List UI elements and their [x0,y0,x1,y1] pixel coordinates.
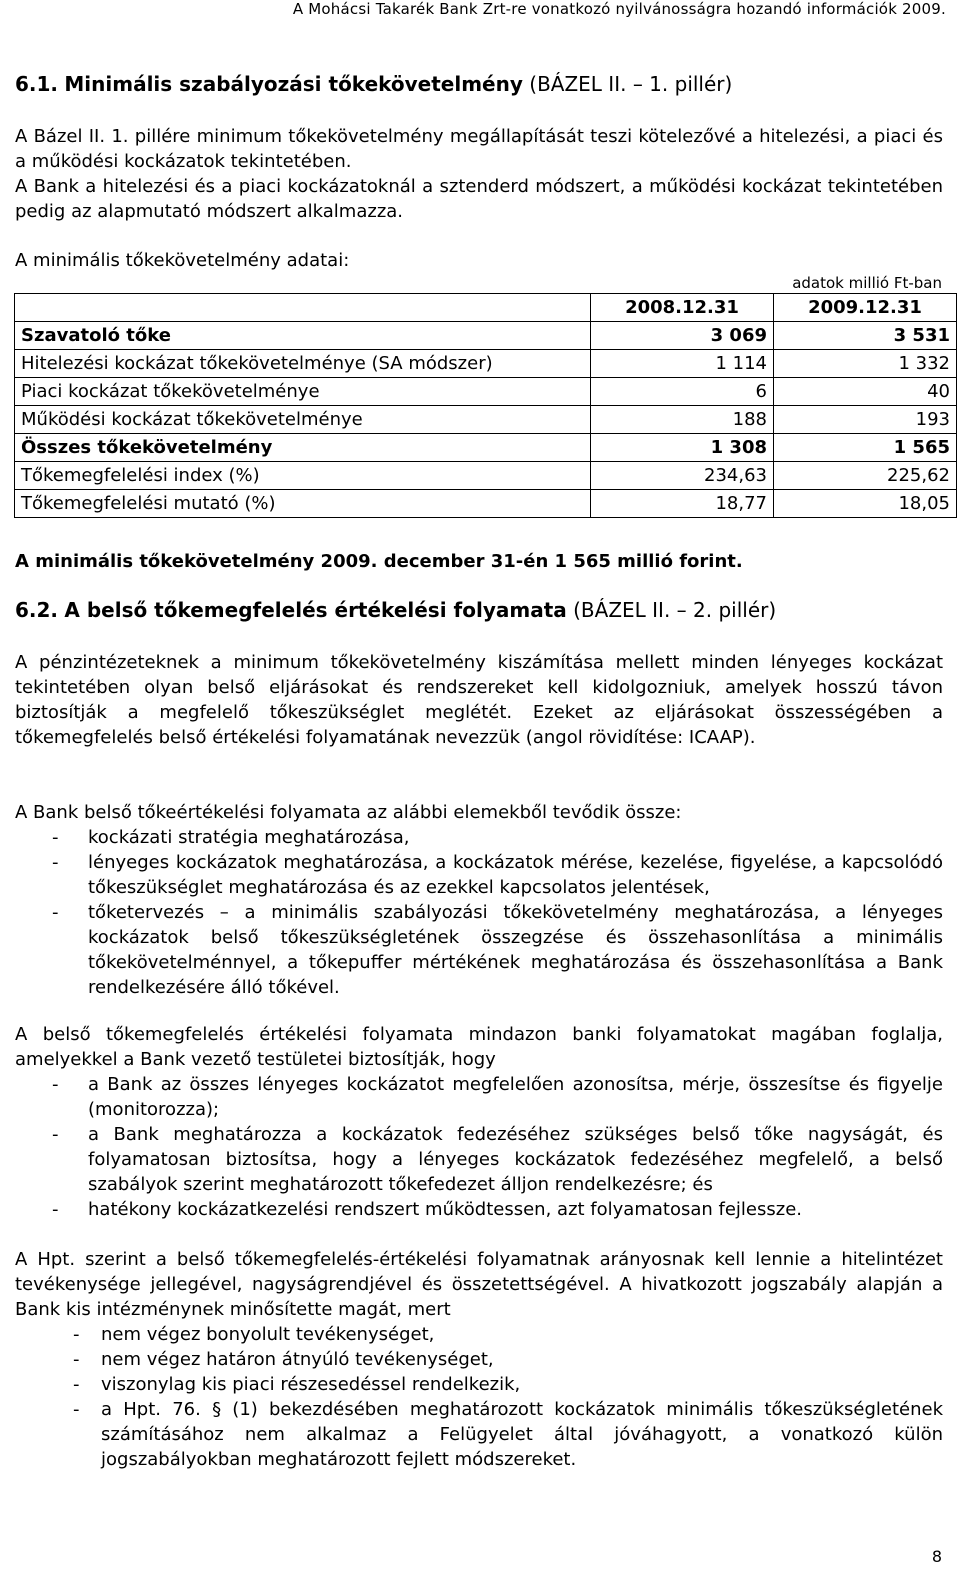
table-row [15,406,957,434]
row-label: Tőkemegfelelési mutató (%) [15,490,591,518]
table-intro: A minimális tőkekövetelmény adatai: [15,250,350,271]
list-item: - lényeges kockázatok meghatározása, a kockázatok mérése, kezelése, figyelése, a kapcsolódó tőkeszükséglet meghatározása és az ezekkel kapcsolatos jelentések, [15,850,943,900]
capital-requirement-table [14,293,957,518]
row-value-2008: 1 308 [591,434,774,462]
table-row [15,322,957,350]
row-value-2008: 6 [591,378,774,406]
paragraph-methods: A Bank a hitelezési és a piaci kockázatoknál a sztenderd módszert, a működési kockázat tekintetében pedig az alapmutató módszert alkalmazza. [15,176,943,222]
table-row [15,462,957,490]
table-header-blank [15,294,591,322]
process-elements-block [15,800,943,1000]
row-value-2009: 18,05 [774,490,957,518]
process-elements-list [15,825,943,1000]
list-item: - a Bank az összes lényeges kockázatot megfelelően azonosítsa, mérje, összesítse és figyelje (monitorozza); [15,1072,943,1122]
table-header-2008: 2008.12.31 [591,294,774,322]
governance-list [15,1072,943,1222]
list-item: - tőketervezés – a minimális szabályozási tőkekövetelmény meghatározása, a lényeges kockázatok belső tőkeszükségletének összegzése és összehasonlítása a minimális tőkekövetelménnyel, a tőkepuffer mértékének meghatározása és összehasonlítása a Bank rendelkezésére álló tőkével. [15,900,943,1000]
page-header: A Mohácsi Takarék Bank Zrt-re vonatkozó nyilvánosságra hozandó információk 2009. [292,0,946,18]
row-value-2008: 234,63 [591,462,774,490]
list-item: - a Bank meghatározza a kockázatok fedezéséhez szükséges belső tőke nagyságát, és folyamatosan biztosítsa, hogy a lényeges kockázatok fedezéséhez megfelelő, a belső szabályok szerint meghatározott tőkefedezet álljon rendelkezésre; és [15,1122,943,1197]
paragraph-bazel-pillar1: A Bázel II. 1. pillére minimum tőkekövetelmény megállapítását teszi kötelezővé a hitelezési, a piaci és a működési kockázatok tekintetében. [15,126,943,172]
section-1-suffix: (BÁZEL II. – 1. pillér) [529,72,733,96]
table-row [15,434,957,462]
table-row [15,350,957,378]
summary-statement: A minimális tőkekövetelmény 2009. december 31-én 1 565 millió forint. [15,551,743,572]
governance-block [15,1022,943,1222]
row-value-2009: 40 [774,378,957,406]
row-value-2009: 193 [774,406,957,434]
list-item: - hatékony kockázatkezelési rendszert működtessen, azt folyamatosan fejlessze. [15,1197,943,1222]
row-label: Szavatoló tőke [15,322,591,350]
paragraph-governance-intro: A belső tőkemegfelelés értékelési folyamata mindazon banki folyamatokat magában foglalja, amelyekkel a Bank vezető testületei biztosítják, hogy [15,1024,943,1070]
section-1-number: 6.1. [15,72,59,96]
table-unit-note: adatok millió Ft-ban [792,274,942,292]
list-item: - kockázati stratégia meghatározása, [15,825,943,850]
section-2-number: 6.2. [15,598,59,622]
row-label: Működési kockázat tőkekövetelménye [15,406,591,434]
table-row [15,378,957,406]
small-institution-criteria-list [15,1322,943,1472]
row-label: Összes tőkekövetelmény [15,434,591,462]
table-header-2009: 2009.12.31 [774,294,957,322]
section-2-suffix: (BÁZEL II. – 2. pillér) [573,598,777,622]
section-1-title: Minimális szabályozási tőkekövetelmény [64,72,523,96]
paragraph-process-intro: A Bank belső tőkeértékelési folyamata az alábbi elemekből tevődik össze: [15,802,682,823]
paragraph-hpt: A Hpt. szerint a belső tőkemegfelelés-értékelési folyamatnak arányosnak kell lennie a hitelintézet tevékenysége jellegével, nagyságrendjével és összetettségével. A hivatkozott jogszabály alapján a Bank kis intézménynek minősítette magát, mert [15,1249,943,1320]
row-value-2009: 3 531 [774,322,957,350]
row-value-2008: 1 114 [591,350,774,378]
row-label: Hitelezési kockázat tőkekövetelménye (SA módszer) [15,350,591,378]
row-value-2009: 225,62 [774,462,957,490]
table-row [15,490,957,518]
row-value-2009: 1 332 [774,350,957,378]
section-2-title: A belső tőkemegfelelés értékelési folyamata [64,598,567,622]
section-1-heading [15,72,943,97]
list-item: - viszonylag kis piaci részesedéssel rendelkezik, [15,1372,943,1397]
list-item: - a Hpt. 76. § (1) bekezdésében meghatározott kockázatok minimális tőkeszükségletének számításához nem alkalmaz a Felügyelet által jóváhagyott, a vonatkozó külön jogszabályokban meghatározott fejlett módszereket. [15,1397,943,1472]
row-value-2008: 18,77 [591,490,774,518]
section-2-heading [15,598,943,623]
row-label: Piaci kockázat tőkekövetelménye [15,378,591,406]
list-item: - nem végez határon átnyúló tevékenységet, [15,1347,943,1372]
row-value-2009: 1 565 [774,434,957,462]
page-number: 8 [931,1547,942,1566]
row-label: Tőkemegfelelési index (%) [15,462,591,490]
row-value-2008: 3 069 [591,322,774,350]
paragraph-icaap: A pénzintézeteknek a minimum tőkekövetelmény kiszámítása mellett minden lényeges kockázat tekintetében olyan belső eljárásokat és rendszereket kell kidolgozniuk, amelyek hosszú távon biztosítják a megfelelő tőkeszükséglet meglétét. Ezeket az eljárásokat összességében a tőkemegfelelés belső értékelési folyamatának nevezzük (angol rövidítése: ICAAP). [15,652,943,748]
hpt-block [15,1247,943,1472]
list-item: - nem végez bonyolult tevékenységet, [15,1322,943,1347]
table-header-row [15,294,957,322]
row-value-2008: 188 [591,406,774,434]
